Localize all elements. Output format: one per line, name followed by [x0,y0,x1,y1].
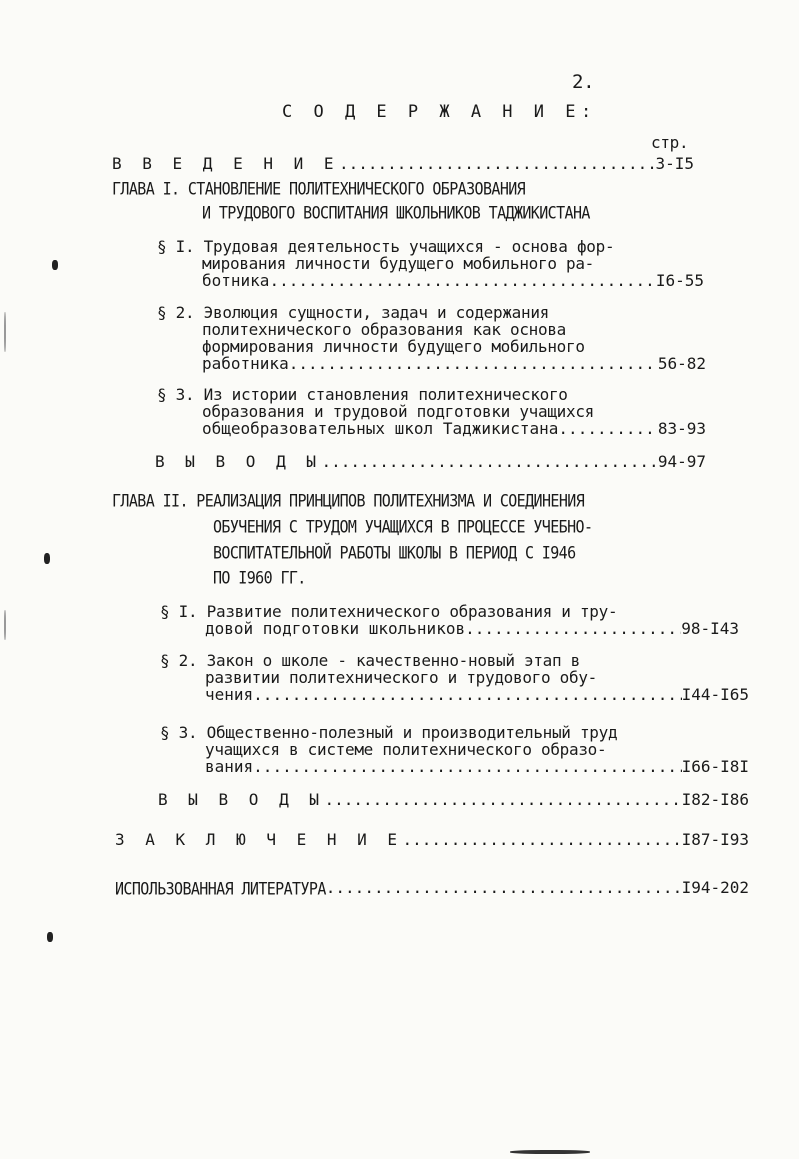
entry-pages: 98-I43 [681,619,739,638]
leader-dots [339,155,655,172]
entry-label: общеобразовательных школ Таджикистана [202,419,559,438]
ch1-s3-line1: § 3. Из истории становления политехнического [157,385,568,404]
ch2-s3-line2: учащихся в системе политехнического образо- [205,740,607,759]
toc-entry-ch1-s3 [202,420,706,437]
ch1-s3-line2: образования и трудовой подготовки учащихся [202,402,594,421]
leader-dots [269,272,655,289]
entry-pages: 94-97 [657,452,706,471]
chapter2-heading-line4: ПО I960 ГГ. [213,567,306,589]
scan-speck [52,260,58,270]
entry-pages: I6-55 [655,271,704,290]
toc-entry-ch1-s1 [202,272,704,289]
ch2-s2-line1: § 2. Закон о школе - качественно-новый этап в [160,651,580,670]
entry-label: В В Е Д Е Н И Е [112,154,339,173]
entry-label: ИСПОЛЬЗОВАННАЯ ЛИТЕРАТУРА [115,878,326,900]
entry-pages: 83-93 [657,419,706,438]
leader-dots [403,831,682,848]
entry-pages: I94-202 [681,878,749,897]
toc-entry-ch1-conclusions [155,453,706,470]
entry-label: работника [202,354,289,373]
ch1-s1-line1: § I. Трудовая деятельность учащихся - основа фор- [157,237,615,256]
chapter2-heading-line2: ОБУЧЕНИЯ С ТРУДОМ УЧАЩИХСЯ В ПРОЦЕССЕ УЧЕБНО- [213,516,593,538]
toc-entry-introduction [112,155,694,172]
entry-label: В Ы В О Д Ы [155,452,322,471]
leader-dots [465,620,681,637]
ch1-s1-line2: мирования личности будущего мобильного ра- [202,254,594,273]
ch1-s2-line1: § 2. Эволюция сущности, задач и содержания [157,303,549,322]
scan-bottom-mark [510,1150,590,1154]
page-number: 2. [572,71,595,93]
ch2-s2-line2: развитии политехнического и трудового обу- [205,668,597,687]
leader-dots [253,686,681,703]
scan-edge-line [4,610,6,640]
page-column-label: стр. [651,133,689,152]
toc-entry-ch2-s2 [205,686,749,703]
leader-dots [253,758,681,775]
chapter1-heading-line1: ГЛАВА I. СТАНОВЛЕНИЕ ПОЛИТЕХНИЧЕСКОГО ОБРАЗОВАНИЯ [112,178,526,200]
toc-entry-ch2-s1 [205,620,739,637]
ch2-s1-line1: § I. Развитие политехнического образования и тру- [160,602,618,621]
entry-label: вания [205,757,254,776]
ch2-s3-line1: § 3. Общественно-полезный и производительный труд [160,723,618,742]
entry-label: З А К Л Ю Ч Е Н И Е [115,830,403,849]
entry-pages: 56-82 [657,354,706,373]
entry-label: довой подготовки школьников [205,619,466,638]
scan-edge-line [4,312,6,352]
toc-entry-ch2-conclusions [158,791,749,808]
entry-pages: I66-I8I [681,757,749,776]
entry-pages: I44-I65 [681,685,749,704]
toc-entry-literature [115,878,749,900]
toc-entry-ch1-s2 [202,355,706,372]
scan-speck [44,553,50,564]
leader-dots [289,355,658,372]
entry-pages: I82-I86 [681,790,749,809]
ch1-s2-line3: формирования личности будущего мобильного [202,337,585,356]
toc-entry-ch2-s3 [205,758,749,775]
ch1-s2-line2: политехнического образования как основа [202,320,566,339]
entry-pages: I87-I93 [681,830,749,849]
leader-dots [326,879,682,896]
chapter1-heading-line2: И ТРУДОВОГО ВОСПИТАНИЯ ШКОЛЬНИКОВ ТАДЖИКИСТАНА [202,202,590,224]
toc-title: С О Д Е Р Ж А Н И Е: [282,102,597,122]
entry-label: чения [205,685,254,704]
chapter2-heading-line3: ВОСПИТАТЕЛЬНОЙ РАБОТЫ ШКОЛЫ В ПЕРИОД С I946 [213,542,576,564]
toc-entry-conclusion [115,831,749,848]
leader-dots [324,791,681,808]
entry-label: В Ы В О Д Ы [158,790,325,809]
entry-label: ботника [202,271,270,290]
scan-speck [47,932,53,942]
leader-dots [321,453,657,470]
entry-pages: 3-I5 [655,154,694,173]
chapter2-heading-line1: ГЛАВА II. РЕАЛИЗАЦИЯ ПРИНЦИПОВ ПОЛИТЕХНИЗМА И СОЕДИНЕНИЯ [112,490,585,512]
leader-dots [558,420,657,437]
